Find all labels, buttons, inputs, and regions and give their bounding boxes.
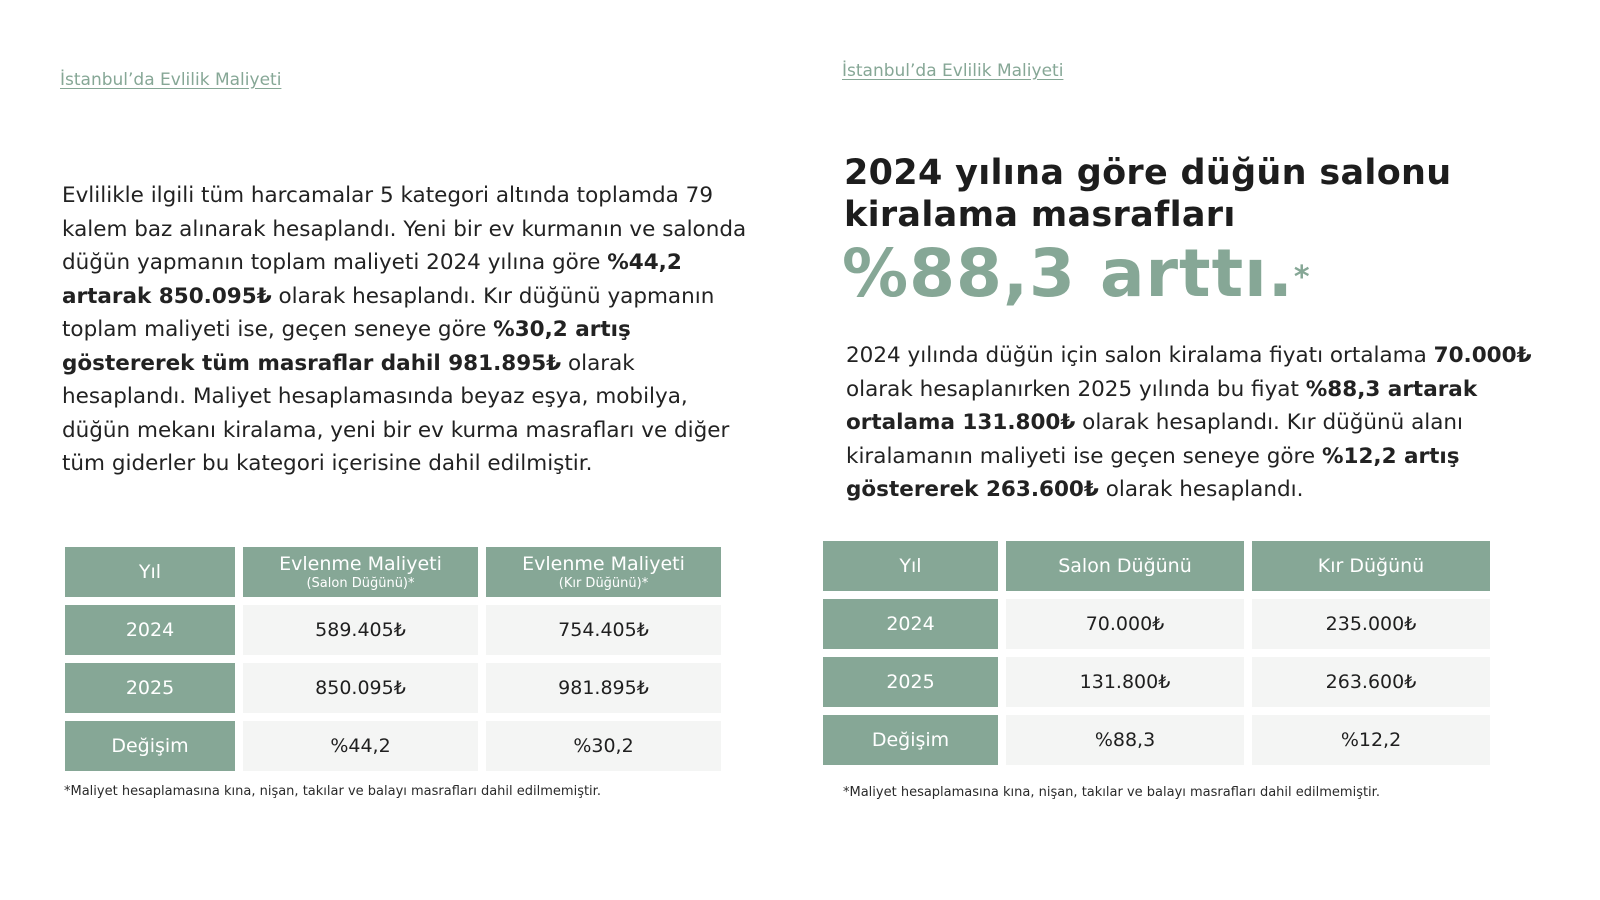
paragraph-text: olarak hesaplandı. Kır düğünü alanı kiralamanın maliyeti ise geçen seneye göre: [846, 410, 1464, 469]
row-label-cell: Değişim: [65, 721, 235, 771]
table-header-row: [65, 547, 721, 597]
marriage-cost-table: [57, 539, 729, 779]
table-row: [65, 605, 721, 655]
footnote: *Maliyet hesaplamasına kına, nişan, takılar ve balayı masrafları dahil edilmemiştir.: [843, 785, 1380, 800]
value-cell: 981.895₺: [486, 663, 721, 713]
value-cell: 70.000₺: [1006, 599, 1244, 649]
table-row: [823, 715, 1490, 765]
value-cell: %30,2: [486, 721, 721, 771]
paragraph-text: 2024 yılında düğün için salon kiralama fiyatı ortalama: [846, 343, 1434, 368]
paragraph-text: olarak hesaplandı. Maliyet hesaplamasında beyaz eşya, mobilya, düğün mekanı kiralama, yeni bir ev kurma masrafları ve diğer tüm giderler bu kategori içerisine dahil edilmiştir.: [62, 350, 730, 476]
row-label-cell: Değişim: [823, 715, 998, 765]
column-header-label: Yıl: [138, 561, 162, 583]
column-header: [1252, 541, 1490, 591]
column-header: [243, 547, 478, 597]
column-header: [65, 547, 235, 597]
value-cell: 131.800₺: [1006, 657, 1244, 707]
emphasis-text: %88,3 artarak ortalama 131.800₺: [846, 376, 1478, 435]
table-row: [65, 721, 721, 771]
column-header-label: Evlenme Maliyeti: [522, 553, 685, 575]
column-header-label: Salon Düğünü: [1058, 555, 1192, 577]
column-header: [1006, 541, 1244, 591]
highlight-stat-value: %88,3 arttı.: [842, 235, 1294, 312]
footnote: *Maliyet hesaplamasına kına, nişan, takılar ve balayı masrafları dahil edilmemiştir.: [64, 784, 601, 799]
value-cell: 235.000₺: [1252, 599, 1490, 649]
headline: 2024 yılına göre düğün salonu kiralama masrafları: [844, 153, 1452, 235]
paragraph-text: olarak hesaplandı. Kır düğünü yapmanın toplam maliyeti ise, geçen seneye göre: [62, 283, 715, 342]
column-header: [486, 547, 721, 597]
value-cell: 263.600₺: [1252, 657, 1490, 707]
column-header-label: Evlenme Maliyeti: [279, 553, 442, 575]
table-header-row: [823, 541, 1490, 591]
row-label-cell: 2024: [65, 605, 235, 655]
breadcrumb-link[interactable]: İstanbul’da Evlilik Maliyeti: [60, 70, 282, 90]
paragraph-text: Evlilikle ilgili tüm harcamalar 5 kategori altında toplamda 79 kalem baz alınarak hesaplandı. Yeni bir ev kurmanın ve salonda düğün yapmanın toplam maliyeti 2024 yılına göre: [62, 183, 747, 275]
column-header-sublabel: (Kır Düğünü)*: [558, 576, 649, 591]
table-row: [65, 663, 721, 713]
column-header: [823, 541, 998, 591]
value-cell: 850.095₺: [243, 663, 478, 713]
breadcrumb-link[interactable]: İstanbul’da Evlilik Maliyeti: [842, 61, 1064, 81]
emphasis-text: %44,2 artarak 850.095₺: [62, 250, 682, 309]
row-label-cell: 2025: [823, 657, 998, 707]
table-row: [823, 599, 1490, 649]
highlight-stat: [842, 236, 1311, 312]
row-label-cell: 2025: [65, 663, 235, 713]
paragraph-text: olarak hesaplandı.: [1098, 477, 1304, 502]
value-cell: 589.405₺: [243, 605, 478, 655]
value-cell: %12,2: [1252, 715, 1490, 765]
column-header-sublabel: (Salon Düğünü)*: [306, 576, 415, 591]
intro-paragraph: [62, 179, 752, 481]
emphasis-text: %12,2 artış göstererek 263.600₺: [846, 443, 1460, 502]
paragraph-text: olarak hesaplanırken 2025 yılında bu fiyat: [846, 376, 1306, 402]
value-cell: %88,3: [1006, 715, 1244, 765]
emphasis-text: 70.000₺: [1433, 343, 1532, 368]
venue-paragraph: [846, 339, 1536, 507]
column-header-label: Yıl: [899, 555, 922, 577]
value-cell: 754.405₺: [486, 605, 721, 655]
value-cell: %44,2: [243, 721, 478, 771]
table-row: [823, 657, 1490, 707]
column-header-label: Kır Düğünü: [1317, 555, 1425, 577]
emphasis-text: %30,2 artış göstererek tüm masraflar dahil 981.895₺: [62, 317, 631, 376]
highlight-stat-mark: *: [1293, 260, 1311, 295]
row-label-cell: 2024: [823, 599, 998, 649]
venue-cost-table: [815, 533, 1498, 773]
